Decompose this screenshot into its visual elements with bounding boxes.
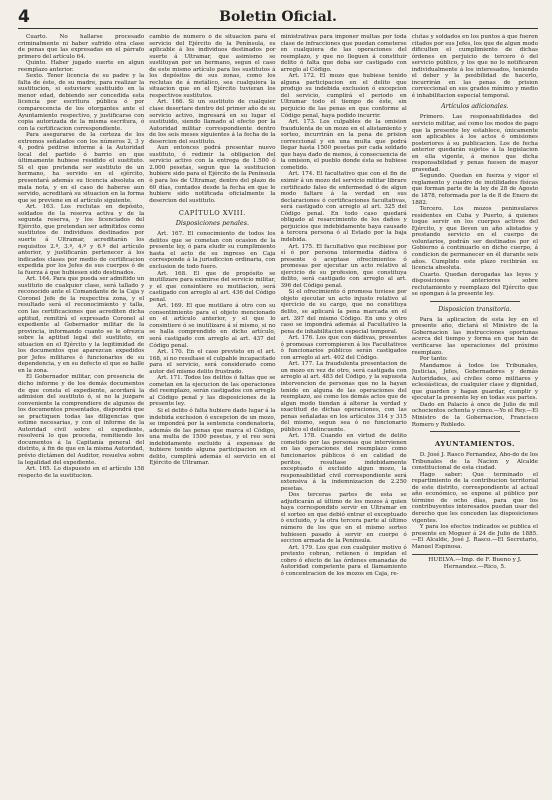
printer-imprint: HUELVA.—Imp. de F. Bueno y J. Hernandez.—Rico, 5. [412, 554, 538, 570]
paragraph: Art. 179. Los que con cualquier motivo ó pretexto cobran, retienen ó impidan el cobro ó efecto de las órdenes emanadas de Autoridad competente para el llamamiento ó concentracion de los mozos en Caja, re- [280, 544, 407, 577]
paragraph: cambio de número ó de situacion para el servicio del Ejército de la Península, es aplicable á los individuos destinados por suerte á Ultramar, que asimismo se sustituyan por un hermano, segun el caso de este mismo artículo para los sustitutos á los depósitos de sus zonas, como los reclutas de á metálico, sea cualquiera la situacion que en el Ejército tuvieran los respectivos sustitutos. [149, 34, 276, 99]
paragraph: Art. 164. Para que pueda ser admitido un sustituto de cualquier clase, será tallado y reconocido ante el Comandante de la Caja y Coronel Jefe de la respectiva zona, y el resultado será el reconocimiento y talla, con las certificaciones que acrediten dicha aptitud, remitirá el expresado Coronel al expediente al Gobernador militar de la provincia, informando cuanto se le ofrezca sobre la aptitud legal del sustituto, en situacion en el Ejército y la legitimidad de los documentos que aparezcan expedidos por Jefes militares ó funcionarios de su dependencia, y en su defecto el que se halle en la zona. [18, 276, 145, 374]
paragraph: Art. 166. Si un sustituto de cualquier clase desertare dentro del primer año de su servicio activo, ingresará en su lugar el sustituido, siendo llamado al efecto por la Autoridad militar correspondiente dentro de los seis meses siguientes á la fecha de la desercion del sustituto. [149, 99, 276, 145]
paragraph: D. José J. Rasco Fernandez, Abo-do de los Tribunales de la Nacion y Alcalde constitucional de esta ciudad. [411, 452, 538, 472]
page-header [18, 6, 538, 29]
section-title-adicionales: Artículos adicionales. [441, 103, 509, 111]
divider [430, 431, 520, 432]
paragraph: Art. 174. El facultativo que con el fin de eximir á un mozo del servicio militar librare certificado falso de enfermedad ó de algun modo faltare á la verdad en sus declaraciones ó certificaciones facultativas, será castigado con arreglo al art. 325 del Código penal. En todo caso quedará obligado al resarcimiento de los daños y perjuicios que indebidamente haya causado á tercera persona ó al Estado por la baja indebida. [280, 171, 407, 243]
paragraph: Si el delito ó falta hubiere dado lugar á la indebida exclusion ó excepcion de un mozo, se impondrá por la sentencia condenatoria, además de las penas que marca el Código, una multa de 1500 pesetas, y el reo será indebidamente excluido á expensas de hubiere tenido alguna participacion en el delito, cumplirá además el servicio en el Ejército de Ultramar. [149, 407, 276, 467]
paragraph: Art. 168. El que de propósito se inutilizare para eximirse del servicio militar, y el que consintiere su mutilacion, será castigado con arreglo al art. 436 del Código penal. [149, 270, 276, 303]
paragraph: Art. 163. Los reclutas en depósito, soldados de la reserva activa y de la segunda reserva, y los licenciados del Ejército, que pretendan ser admitidos como sustitutos de individuos destinados por suerte á Ultramar, acreditarán los requisitos 2.º, 3.º, 4.º y 6.º del artículo anterior, y justificarán pertenecer á los indicados clases por medio de certificacion expedida por los Jefes de sus cuerpos ó de la fuerza á que hubiesen sido destinados. [18, 204, 145, 276]
paragraph: Por tanto: [419, 356, 448, 363]
column-1 [18, 34, 144, 796]
paragraph: Art. 175. El facultativo que recibiese por sí ó por persona intermedia dádiva ó presente ó aceptase ofrecimientos ó promesas por ejecutar un acto relativo al ejercicio de su profesion, que constituya delito, será castigado con arreglo al art. 396 del Código penal. [280, 243, 407, 289]
paragraph: Sexto. Tener licencia de su padre y la falta de éste, de su madre, para realizar la sustitucion, si estuviere sustituido en la menor edad, debiendo ser concedida esta licencia por escritura pública ó por comparecencia de los otorgantes ante el Ayuntamiento respectivo, y justificarse con copia autorizada de la misma escritura, ó con la certificacion correspondiente. [18, 73, 145, 132]
paragraph: clutas y soldados en los puntos á que fueren citados por sus Jefes, los que de algun modo dificulten el cumplimiento de dichas órdenes en perjuicio de tercero ó del servicio público, y los que no lo notificaren individualmente á los interesados, teniendo el deber y la posibilidad de hacerlo, incurrirán en las penas de prision correccional en sus grados mínimo y medio é inhabilitacion especial temporal. [411, 34, 538, 99]
paragraph: Dos terceras partes de esta se adjudicarán al último de los mozos á quien haya correspondido servir en Ultramar en el sorteo en que debió entrar el exceptuado ó excluido, y la otra tercera parte al último número de los que en el mismo sorteo hubiesen pasado á servir en cuerpo ó seccion armada de la Península. [280, 492, 407, 545]
paragraph: Tercero. Los mozos peninsulares residentes en Cuba y Puerto, á quienes toque servir en los cuerpos activos del Ejército, y que lleven un año alistados y prestando servicio en el cuerpo de voluntarios, podrán ser destinados por el Gobierno á continuarlo en dicho cuerpo, á condicion de permanecer en él durante seis años. Cumplido este plazo recibirán su licencia absoluta. [411, 206, 538, 272]
section-title-ayuntamientos: AYUNTAMIENTOS. [434, 440, 515, 449]
journal-title: Boletin Oficial. [219, 9, 337, 25]
paragraph: Cuarto. No hallarse procesado criminalmente ni haber sufrido otra clase de penas que las expresadas en el párrafo primero del artículo 64. [18, 34, 145, 60]
paragraph: Art. 177. La fraudulenta presentacion de un mozo en vez de otro, será castigada con arreglo al art. 483 del Código, y la supuesta intervencion de personas que no la hayan tenido en alguna de las operaciones del reemplazo, así como los demás actos que de algun modo tiendan á alterar la verdad y exactitud de dichas operaciones, con las penas señaladas en los artículos 314 y 315 del mismo, segun sea ó no funcionario público el delincuente. [280, 361, 407, 433]
paragraph: Art. 167. El conocimiento de todos los delitos que se cometan con ocasion de la presente ley, ó para eludir su cumplimiento hasta el acto de su ingreso en Caja corresponde á la jurisdiccion ordinaria, con exclusion de todo fuero. [149, 231, 276, 270]
paragraph: Art. 172. El mozo que hubiese tenido alguna participacion en el delito que produjo su indebida exclusion ó excepcion del servicio, cumplirá el periodo en Ultramar todo el tiempo de éste, sin perjuicio de las penas en que conforme al Código penal, haya podido incurrir. [280, 73, 407, 119]
page-number: 4 [18, 7, 30, 27]
column-2 [149, 34, 275, 796]
text-columns [18, 34, 538, 796]
paragraph: Aun entonces podrá presentar nuevo sustituto, ó redimir la obligacion del servicio activo con la entrega de 1.500 ó 2.000 pesetas, segun que la sustitucion hubiere sido para el Ejército de la Península ó para los de Ultramar, dentro del plazo de 60 días, contados desde la fecha en que le hubiere sido notificada oficialmente la desercion del sustituto. [149, 145, 276, 204]
paragraph: Segundo. Quedan en fuerza y vigor el reglamento y cuadro de inutilidades físicas que forman parte de la ley de 28 de Agosto de 1878, reformada por la de 8 de Enero de 1882. [411, 173, 538, 206]
column-3 [281, 34, 407, 796]
paragraph: Si el ofrecimiento ó promesa tuviese por objeto ejecutar un acto injusto relativo al ejercicio de su cargo, que no constituya delito, se aplicará la pena marcada en el art. 397 del mismo Código. En uno y otro caso se impondrá además al Facultativo la pena de inhabilitacion especial temporal. [280, 289, 407, 335]
paragraph: Art. 176. Los que con dádivas, presentes ó promesas corrompieren á los Facultativos ó funcionarios públicos serán castigados con arreglo al art. 402 del Código. [280, 335, 407, 361]
paragraph: ministrativas para imponer multas por toda clase de infracciones que puedan cometerse en cualquiera de las operaciones del reemplazo, y que no lleguen á constituir delito ó falta que deba ser castigado con arreglo al Código. [280, 34, 407, 73]
paragraph: Y para los efectos indicados se publica el presente en Moguer á 24 de Julio de 1885.—El Alcalde, José J. Rasco.—El Secretario, Manuel Espinosa. [411, 524, 538, 550]
paragraph: El Gobernador militar, con presencia de dicho informe y de los demás documentos de que consta el expediente, acordará la admision del sustituto ó, si no la juzgare conveniente la comprendiere de algunos de los documentos presentados, dispondrá que se practiquen todas las diligencias que estime necesarias, y con el informe de la Autoridad civil sobre el expediente, resolverá lo que proceda, remitiendo los documentos á la Capitanía general del distrito, á fin de que en la misma Autoridad, prévio dictámen del Auditor, resuelva sobre la legalidad del expediente. [18, 374, 145, 466]
paragraph: Primero. Las responsabilidades del servicio militar, así como los modos de pago que la presente ley establece, únicamente son aplicables á los actos ó omisiones posteriores á su publicacion. Los de fecha anterior quedarán sujetos á la legislacion en ella vigente, á menos que dicha responsabilidad y penas fuesen de mayor gravedad. [411, 114, 538, 173]
paragraph: Art. 173. Los culpables de la omision fraudulenta de un mozo en el alistamiento y sorteo, incurrirán en la pena de prision correccional y en una multa que podrá llegar hasta 1500 pesetas por cada soldado que haya dado de menos, á consecuencia de la omision, el pueblo donde ésta se hubiese cometido. [280, 119, 407, 171]
paragraph: Cuarto. Quedan derogadas las leyes y disposiciones anteriores sobre reclutamiento y reemplazo del Ejército que se opongan á la presente ley. [411, 271, 538, 298]
paragraph: Art. 169. El que mutilare á otro con su consentimiento para el objeto mencionado en el artículo anterior, y el que lo consintiere ó se inutilizare á sí mismo, si no se halla comprendido en dicho artículo, será castigado con arreglo al art. 437 del Código penal. [149, 303, 276, 349]
column-4 [412, 34, 538, 796]
chapter-subtitle: Disposiciones penales. [175, 219, 250, 228]
paragraph: Hago saber: Que terminado el repartimiento de la contribucion territorial de este distrito, correspondiente al actual año económico, se expone al público por término de ocho días, para que los contribuyentes interesados puedan usar del derecho que les conceden las disposiciones vigentes. [411, 471, 538, 524]
chapter-title: CAPÍTULO XVIII. [178, 209, 246, 218]
paragraph: Art. 165. Lo dispuesto en el artículo 158 respecto de la sustitucion. [18, 466, 145, 479]
paragraph: Quinto. Haber jugado suerte en algun reemplazo anterior. [18, 60, 145, 73]
divider [430, 301, 520, 302]
paragraph: Art. 171. Todos los delitos ó faltas que se cometan en la ejecucion de las operaciones del reemplazo, serán castigados con arreglo al Código penal y las disposiciones de la presente ley. [149, 375, 276, 408]
section-title-transitoria: Disposicion transitoria. [438, 305, 512, 313]
paragraph: Para asegurarse de la certeza de los extremos señalados con los números 2, 3 y 4, podrá pedirse informe á la Autoridad local del partido ó barrio en que últimamente hubiese residido el sustituto. Si el que pretenda ser sustituto de un hermano, ha servido en el ejército, presentará además su licencia absoluta en mala nota, y en el caso de haberse aun servido, acreditará su situacion en la forma que se previene en el artículo siguiente. [18, 132, 145, 204]
paragraph: Mandamos á todos los Tribunales, Justicias, Jefes, Gobernadores y demás Autoridades, así civiles como militares y eclesiásticas, de cualquier clase y dignidad, que guarden y hagan guardar, cumplir y ejecutar la presente ley en todas sus partes. [411, 362, 538, 402]
paragraph: Dado en Palacio á once de Julio de mil ochocientos ochenta y cinco.—Yo el Rey.—El Ministro de la Gobernacion, Francisco Romero y Robledo. [411, 401, 538, 428]
paragraph: Art. 170. En el caso previsto en el art. 168, si no resultase el culpable incapacitado para el servicio, será considerado como autor del mismo delito frustrado. [149, 349, 276, 375]
paragraph: Para la aplicacion de esta ley en el presente año, dictará el Ministro de la Gobernacion las instrucciones oportunas acerca del tiempo y forma en que han de verificarse las operaciones del próximo reemplazo. [411, 316, 538, 356]
paragraph: Art. 178. Cuando en virtud de delito cometido por las personas que intervienen en las operaciones del reemplazo como funcionarios públicos ó en calidad de peritos, resultase indebidamente exceptuado ó excluido algun mozo, la responsabilidad civil correspondiente será extensiva á la indemnizacion de 2.250 pesetas. [280, 433, 407, 492]
